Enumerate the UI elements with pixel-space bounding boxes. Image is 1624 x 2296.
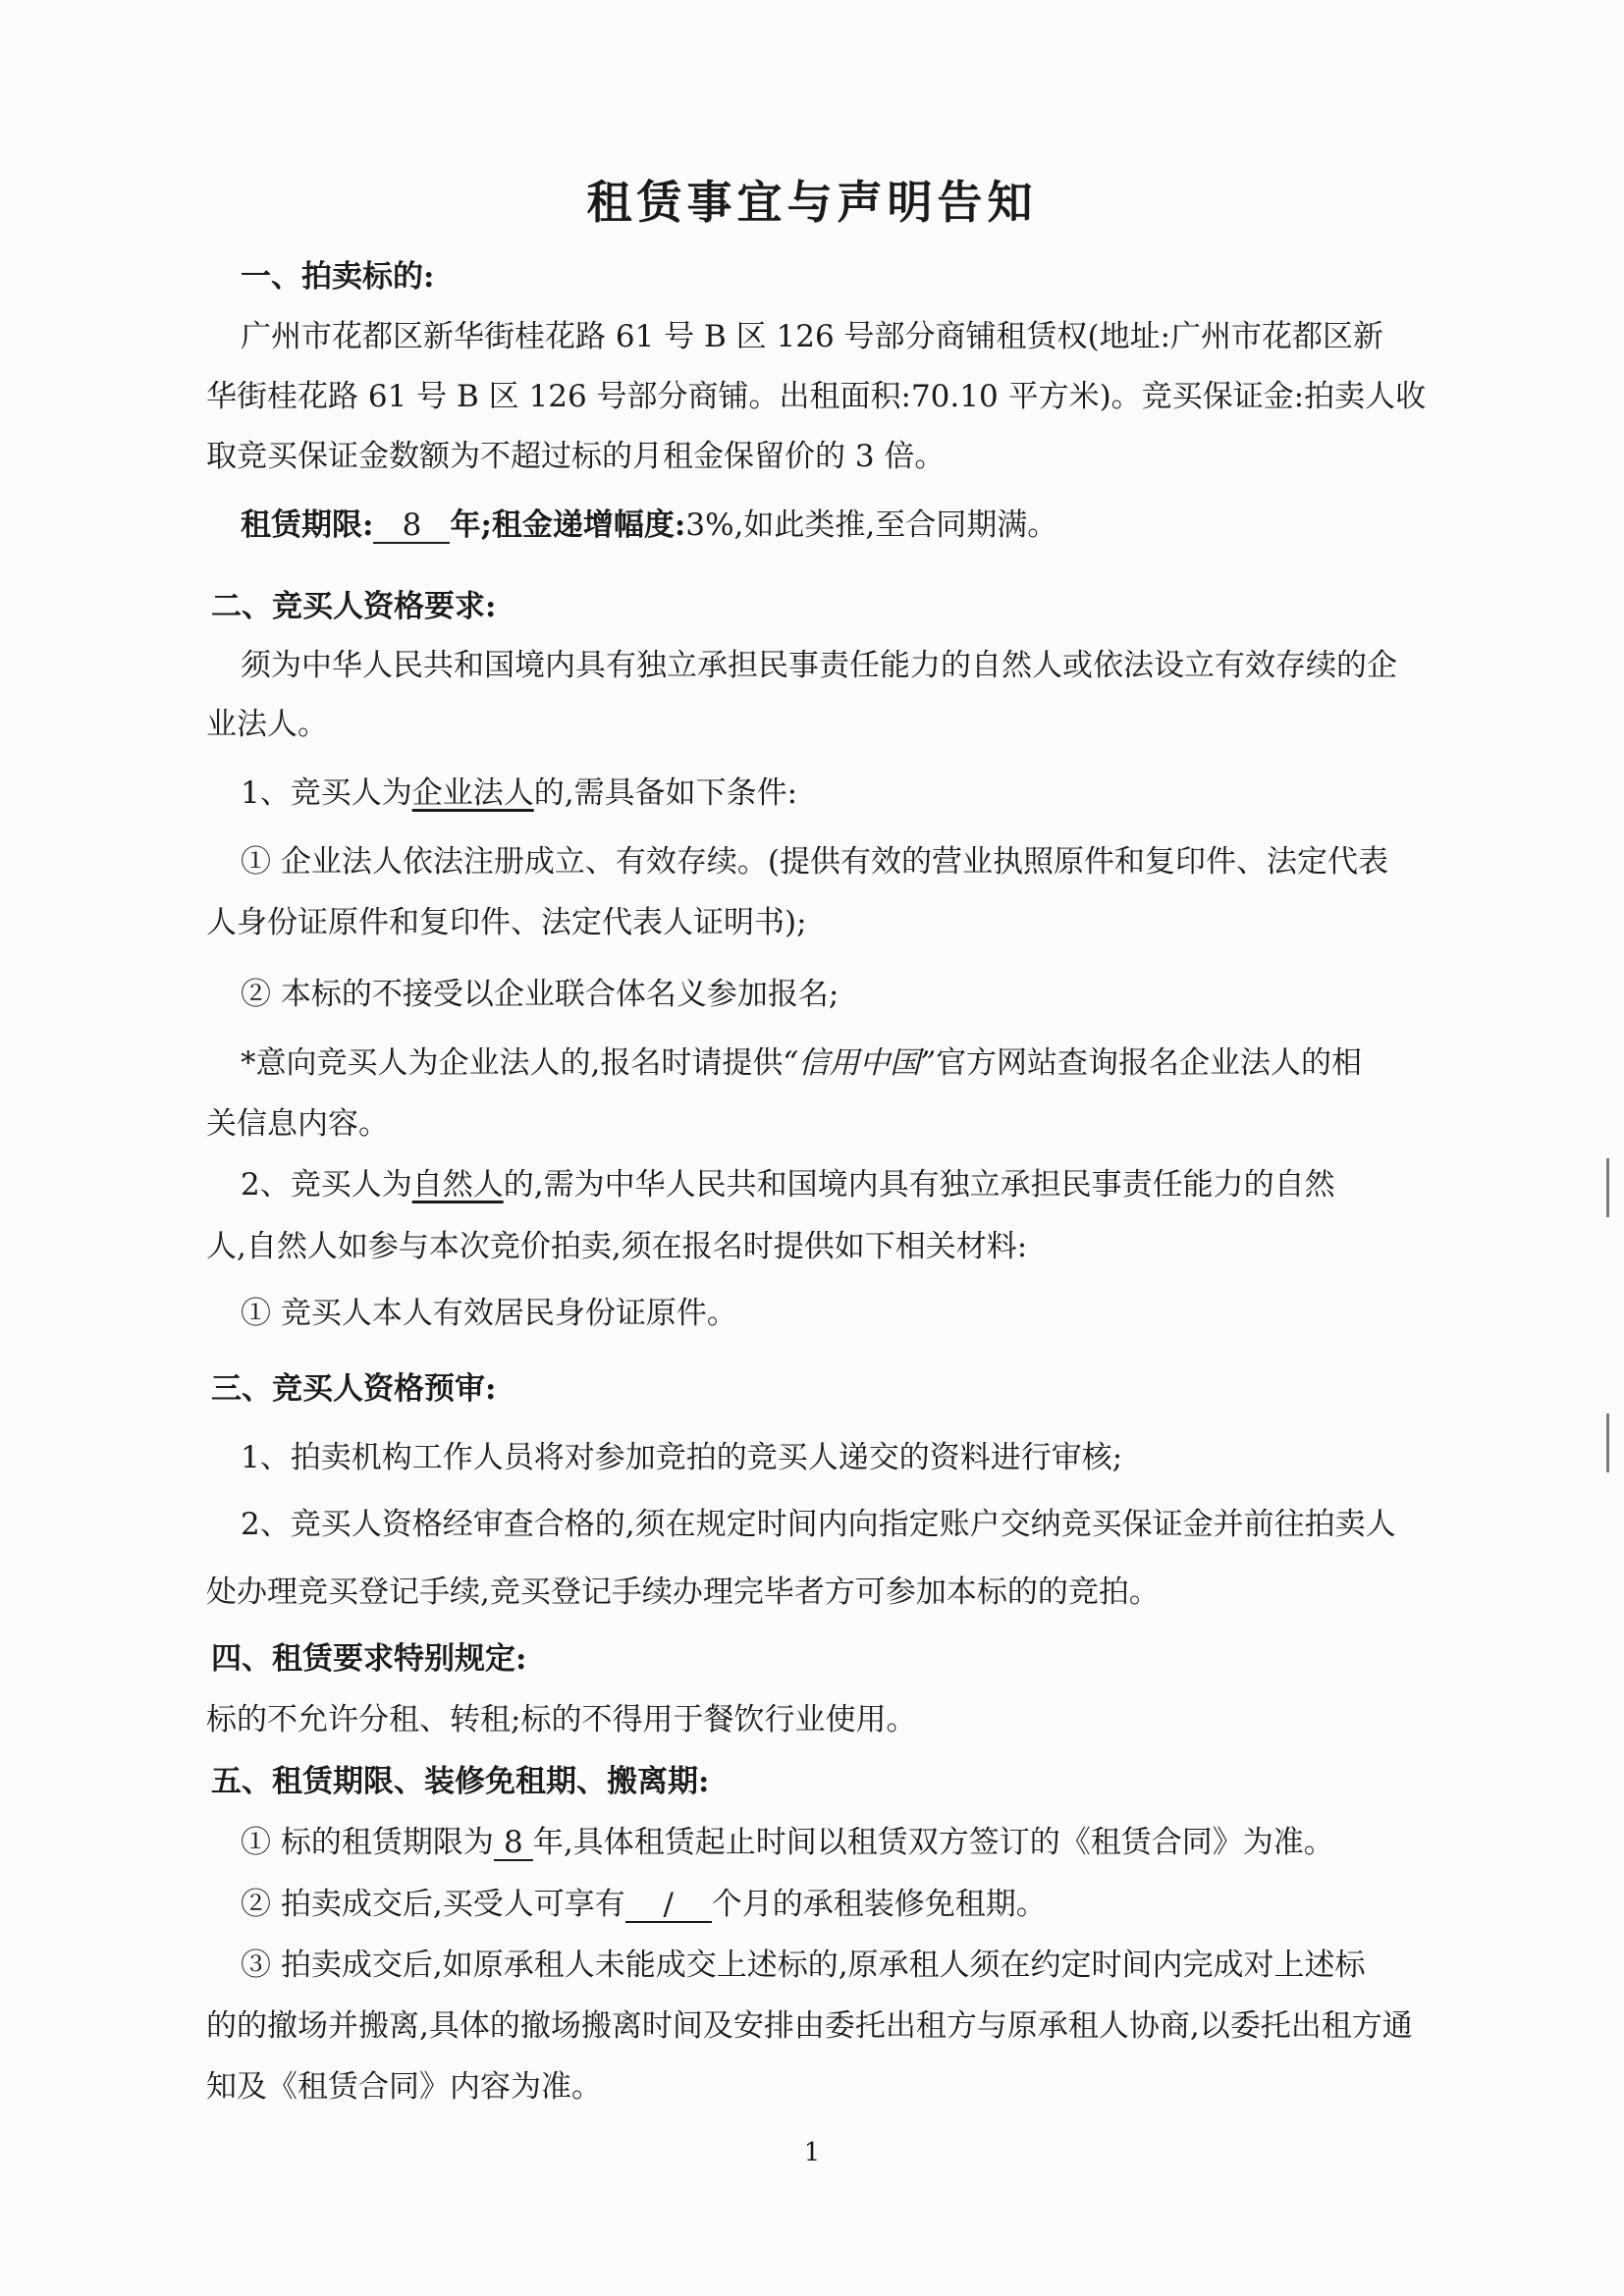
section-5-item-1 (241, 1823, 1488, 1862)
credit-china-note-prefix: *意向竞买人为企业法人的,报名时请提供 (241, 1045, 784, 1081)
natural-person-condition-1: ① 竞买人本人有效居民身份证原件。 (241, 1296, 737, 1331)
rent-increase-text: 3%,如此类推,至合同期满。 (685, 507, 1058, 543)
section-4-paragraph: 标的不允许分租、转租;标的不得用于餐饮行业使用。 (206, 1702, 917, 1737)
natural-person-term: 自然人 (411, 1167, 504, 1202)
section-3-item-1: 1、拍卖机构工作人员将对参加竞拍的竞买人递交的资料进行审核; (241, 1440, 1123, 1475)
credit-china-note-line-2: 关信息内容。 (206, 1106, 389, 1142)
rent-increase-label: 租金递增幅度: (491, 507, 686, 543)
section-5-item-2-prefix: ② 拍卖成交后,买受人可享有 (241, 1887, 625, 1922)
section-5-item-2 (241, 1885, 1488, 1924)
credit-china-name: “信用中国” (783, 1045, 937, 1081)
lease-years-suffix: 年; (450, 507, 492, 543)
rent-free-months-blank: / (625, 1888, 712, 1923)
corporate-bidder-suffix: 的,需具备如下条件: (533, 775, 798, 811)
section-2-paragraph-line-1: 须为中华人民共和国境内具有独立承担民事责任能力的自然人或依法设立有效存续的企 (241, 648, 1397, 683)
section-1-paragraph-line-1: 广州市花都区新华街桂花路 61 号 B 区 126 号部分商铺租赁权(地址:广州市花都区新 (241, 319, 1384, 354)
section-4-heading: 四、租赁要求特别规定: (211, 1641, 527, 1677)
section-2-heading: 二、竞买人资格要求: (211, 589, 497, 624)
section-5-item-2-suffix: 个月的承租装修免租期。 (711, 1887, 1047, 1922)
corporate-condition-1-line-2: 人身份证原件和复印件、法定代表人证明书); (206, 905, 807, 940)
section-5-item-3-line-3: 知及《租赁合同》内容为准。 (206, 2069, 602, 2105)
credit-china-note-suffix: 官方网站查询报名企业法人的相 (936, 1045, 1363, 1081)
lease-years-value: 8 (373, 508, 450, 544)
lease-term-line (241, 506, 1488, 545)
natural-person-suffix: 的,需为中华人民共和国境内具有独立承担民事责任能力的自然 (503, 1167, 1335, 1202)
section-1-paragraph-line-2: 华街桂花路 61 号 B 区 126 号部分商铺。出租面积:70.10 平方米)。竞买保证金:拍卖人收 (206, 379, 1427, 414)
natural-person-line-2: 人,自然人如参与本次竞价拍卖,须在报名时提供如下相关材料: (206, 1229, 1028, 1264)
lease-term-label: 租赁期限: (241, 507, 374, 543)
section-5-lease-years: 8 (494, 1826, 533, 1861)
section-3-heading: 三、竞买人资格预审: (211, 1371, 497, 1407)
credit-china-note-line-1 (241, 1043, 1488, 1083)
document-title: 租赁事宜与声明告知 (586, 176, 1038, 229)
section-2-paragraph-line-2: 业法人。 (206, 707, 328, 742)
corporate-condition-2: ② 本标的不接受以企业联合体名义参加报名; (241, 977, 839, 1012)
corporate-bidder-line (241, 774, 1488, 813)
section-5-heading: 五、租赁期限、装修免租期、搬离期: (211, 1764, 710, 1799)
corporate-bidder-term: 企业法人 (411, 775, 534, 811)
natural-person-prefix: 2、竞买人为 (241, 1167, 412, 1202)
natural-person-line-1 (241, 1165, 1488, 1204)
section-5-item-1-prefix: ① 标的租赁期限为 (241, 1825, 494, 1860)
section-1-paragraph-line-3: 取竞买保证金数额为不超过标的月租金保留价的 3 倍。 (206, 439, 946, 474)
page-number: 1 (803, 2138, 821, 2167)
section-5-item-3-line-1: ③ 拍卖成交后,如原承租人未能成交上述标的,原承租人须在约定时间内完成对上述标 (241, 1948, 1366, 1983)
corporate-bidder-prefix: 1、竞买人为 (241, 775, 412, 811)
scan-edge-mark (1606, 1414, 1609, 1472)
section-3-item-2-line-2: 处办理竞买登记手续,竞买登记手续办理完毕者方可参加本标的的竞拍。 (206, 1575, 1160, 1610)
section-5-item-1-suffix: 年,具体租赁起止时间以租赁双方签订的《租赁合同》为准。 (532, 1825, 1334, 1860)
section-3-item-2-line-1: 2、竞买人资格经审查合格的,须在规定时间内向指定账户交纳竞买保证金并前往拍卖人 (241, 1507, 1396, 1542)
section-5-item-3-line-2: 的的撤场并搬离,具体的撤场搬离时间及安排由委托出租方与原承租人协商,以委托出租方通 (206, 2008, 1413, 2044)
scan-edge-mark (1606, 1158, 1609, 1217)
corporate-condition-1-line-1: ① 企业法人依法注册成立、有效存续。(提供有效的营业执照原件和复印件、法定代表 (241, 844, 1388, 880)
section-1-heading: 一、拍卖标的: (241, 259, 435, 294)
